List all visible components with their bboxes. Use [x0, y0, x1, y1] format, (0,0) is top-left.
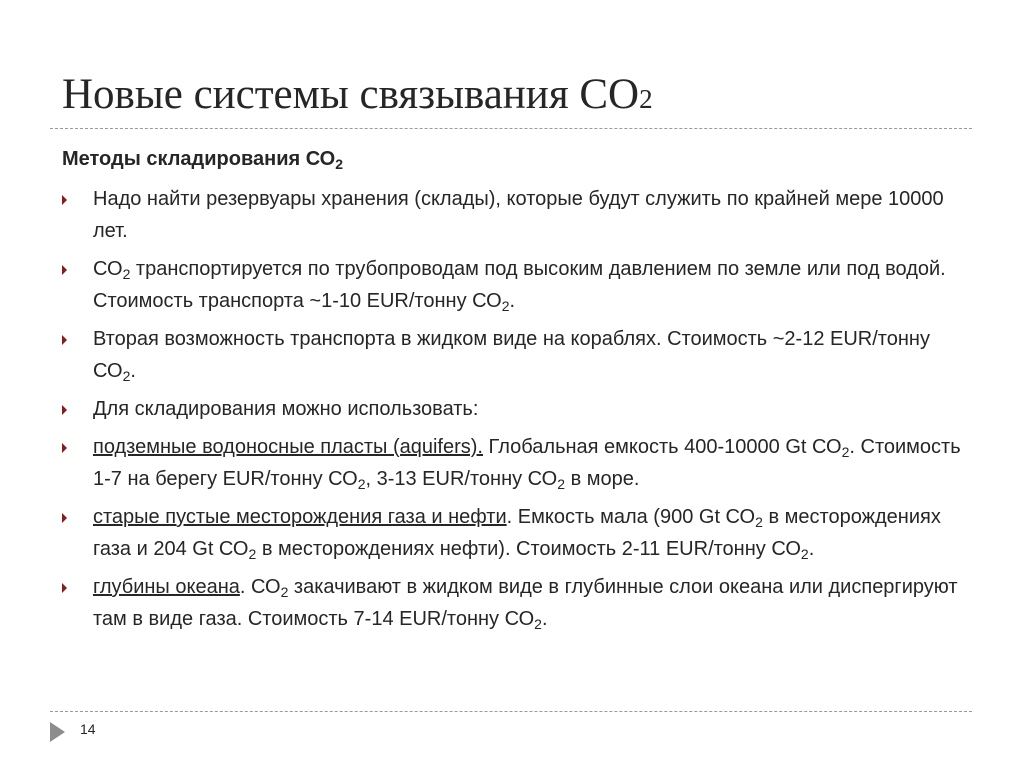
bullet-text: . — [808, 538, 815, 560]
bullet-text: . СО — [239, 576, 281, 598]
bullet-arrow-icon — [62, 405, 67, 415]
bullet-arrow-icon — [62, 335, 67, 345]
slide-subtitle — [62, 148, 343, 171]
bullet-text: Глобальная емкость 400-10000 Gt СО — [483, 436, 842, 458]
underlined-text: подземные водоносные пласты (aquifers). — [93, 436, 483, 458]
subscript: 2 — [841, 444, 850, 460]
bullet-list — [62, 183, 972, 641]
bullet-text: в море. — [565, 468, 640, 490]
bullet-text: транспортируется по трубопроводам под высоким давлением по земле или под водой. Стоимость транспорта ~1-10 EUR/тонну СО — [93, 258, 946, 312]
slide-title-text: Новые системы связывания СО — [62, 71, 640, 118]
bullet-text: закачивают в жидком виде в глубинные слои океана или диспергируют там в виде газа. Стоимость 7-14 EUR/тонну СО — [93, 576, 958, 630]
bullet-text: . — [541, 608, 548, 630]
bullet-text: . Емкость мала (900 Gt СО — [506, 506, 756, 528]
bullet-text: в месторождениях газа и 204 Gt СО — [93, 506, 941, 560]
bullet-arrow-icon — [62, 195, 67, 205]
bullet-arrow-icon — [62, 583, 67, 593]
subscript: 2 — [534, 616, 542, 632]
bullet-text: СО — [93, 258, 123, 280]
bullet-item — [62, 431, 972, 495]
footer-triangle-icon — [50, 722, 65, 742]
bullet-text: , 3-13 EUR/тонну СО — [365, 468, 558, 490]
title-divider — [50, 128, 972, 129]
bullet-item — [62, 323, 972, 387]
subscript: 2 — [122, 368, 131, 384]
subscript: 2 — [122, 266, 131, 282]
bullet-text: Надо найти резервуары хранения (склады), которые будут служить по крайней мере 10000 лет. — [93, 188, 944, 242]
bullet-item — [62, 571, 972, 635]
slide-subtitle-subscript: 2 — [335, 156, 344, 172]
bullet-item — [62, 183, 972, 247]
slide-title — [62, 70, 653, 119]
bullet-text: . — [130, 360, 136, 382]
bullet-arrow-icon — [62, 443, 67, 453]
bullet-arrow-icon — [62, 265, 67, 275]
subscript: 2 — [248, 546, 257, 562]
bullet-text: . — [509, 290, 516, 312]
underlined-text: глубины океана — [93, 576, 240, 598]
slide-title-subscript: 2 — [639, 84, 653, 114]
subscript: 2 — [557, 476, 566, 492]
bullet-text: . Стоимость 1-7 на берегу EUR/тонну СО — [93, 436, 961, 490]
underlined-text: старые пустые месторождения газа и нефти — [93, 506, 507, 528]
bullet-text: Для складирования можно использовать: — [93, 398, 479, 420]
bullet-item — [62, 501, 972, 565]
subscript: 2 — [357, 476, 366, 492]
subscript: 2 — [280, 584, 289, 600]
subscript: 2 — [755, 514, 763, 530]
subscript: 2 — [501, 298, 510, 314]
bullet-item — [62, 253, 972, 317]
subscript: 2 — [800, 546, 809, 562]
slide-number: 14 — [80, 721, 96, 737]
bullet-text: в месторождениях нефти). Стоимость 2-11 EUR/тонну СО — [256, 538, 801, 560]
bullet-arrow-icon — [62, 513, 67, 523]
slide-subtitle-text: Методы складирования СО — [62, 148, 336, 170]
footer-divider — [50, 711, 972, 712]
bullet-item — [62, 393, 972, 425]
bullet-text: Вторая возможность транспорта в жидком виде на кораблях. Стоимость ~2-12 EUR/тонну СО — [93, 328, 930, 382]
